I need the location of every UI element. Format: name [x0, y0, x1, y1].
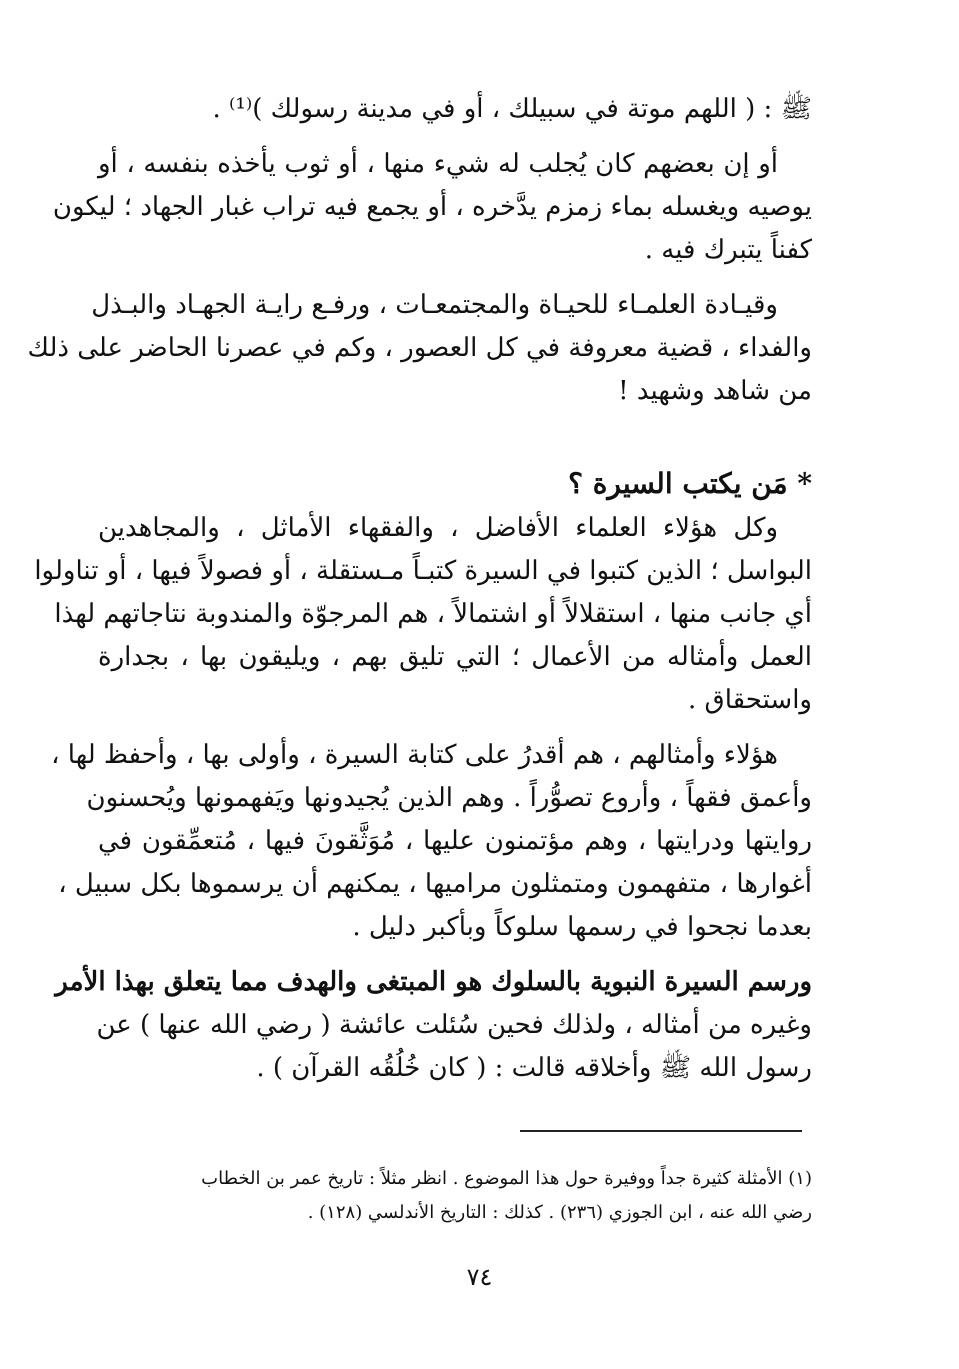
text-line: والفداء ، قضية معروفة في كل العصور ، وكم في عصرنا الحاضر على ذلك: [27, 333, 812, 363]
text-line: رسول الله ﷺ وأخلاقه قالت : ( كان خُلُقُه القرآن ) .: [256, 1053, 812, 1083]
text-line: ورسم السيرة النبوية بالسلوك هو المبتغى والهدف مما يتعلق بهذا الأمر: [55, 967, 812, 997]
page-number: ٧٤: [466, 1263, 493, 1291]
text-line: وغيره من أمثاله ، ولذلك فحين سُئلت عائشة ( رضي الله عنها ) عن: [96, 1010, 812, 1040]
text-line: هؤلاء وأمثالهم ، هم أقدرُ على كتابة السيرة ، وأولى بها ، وأحفظ لها ،: [51, 740, 778, 770]
footnotes: [98, 1162, 812, 1230]
footnote-separator: [520, 1130, 802, 1132]
text-line: العمل وأمثاله من الأعمال ؛ التي تليق بهم ، ويليقون بها ، بجدارة: [98, 642, 812, 672]
text-line: وكل هؤلاء العلماء الأفاضل ، والفقهاء الأماثل ، والمجاهدين: [98, 513, 778, 543]
footnote-line: (١) الأمثلة كثيرة جداً ووفيرة حول هذا الموضوع . انظر مثلاً : تاريخ عمر بن الخطاب: [201, 1168, 812, 1189]
page-body: [27, 88, 812, 1090]
text-line: يوصيه ويغسله بماء زمزم يدَّخره ، أو يجمع فيه تراب غبار الجهاد ؛ ليكون: [52, 192, 812, 222]
text-line: وقيـادة العلمـاء للحيـاة والمجتمعـات ، ورفـع رايـة الجهـاد والبـذل: [91, 290, 778, 320]
text-line: وأعمق فقهاً ، وأروع تصوُّراً . وهم الذين يُجيدونها ويَفهمونها ويُحسنون: [86, 783, 812, 813]
text-line: بعدما نجحوا في رسمها سلوكاً وبأكبر دليل .: [352, 912, 812, 942]
text-line: أو إن بعضهم كان يُجلب له شيء منها ، أو ثوب يأخذه بنفسه ، أو: [98, 149, 778, 179]
footnote-line: رضي الله عنه ، ابن الجوزي (٢٣٦) . كذلك : التاريخ الأندلسي (١٢٨) .: [307, 1202, 812, 1223]
text-line: من شاهد وشهيد !: [618, 376, 812, 406]
text-line: ﷺ : ( اللهم موتة في سبيلك ، أو في مدينة رسولك )⁽¹⁾ .: [212, 94, 812, 124]
text-line: كفناً يتبرك فيه .: [644, 235, 812, 265]
text-line: روايتها ودرايتها ، وهم مؤتمنون عليها ، مُوَثَّقونَ فيها ، مُتعمِّقون في: [98, 826, 812, 856]
text-line: واستحقاق .: [688, 685, 812, 715]
text-line: أغوارها ، متفهمون ومتمثلون مراميها ، يمكنهم أن يرسموها بكل سبيل ،: [58, 869, 812, 899]
text-line: أي جانب منها ، استقلالاً أو اشتمالاً ، هم المرجوّة والمندوبة نتاجاتهم لهذا: [54, 599, 812, 629]
text-line: البواسل ؛ الذين كتبوا في السيرة كتبـاً مـستقلة ، أو فصولاً فيها ، أو تناولوا: [34, 556, 812, 586]
section-heading: * مَن يكتب السيرة ؟: [568, 467, 812, 500]
